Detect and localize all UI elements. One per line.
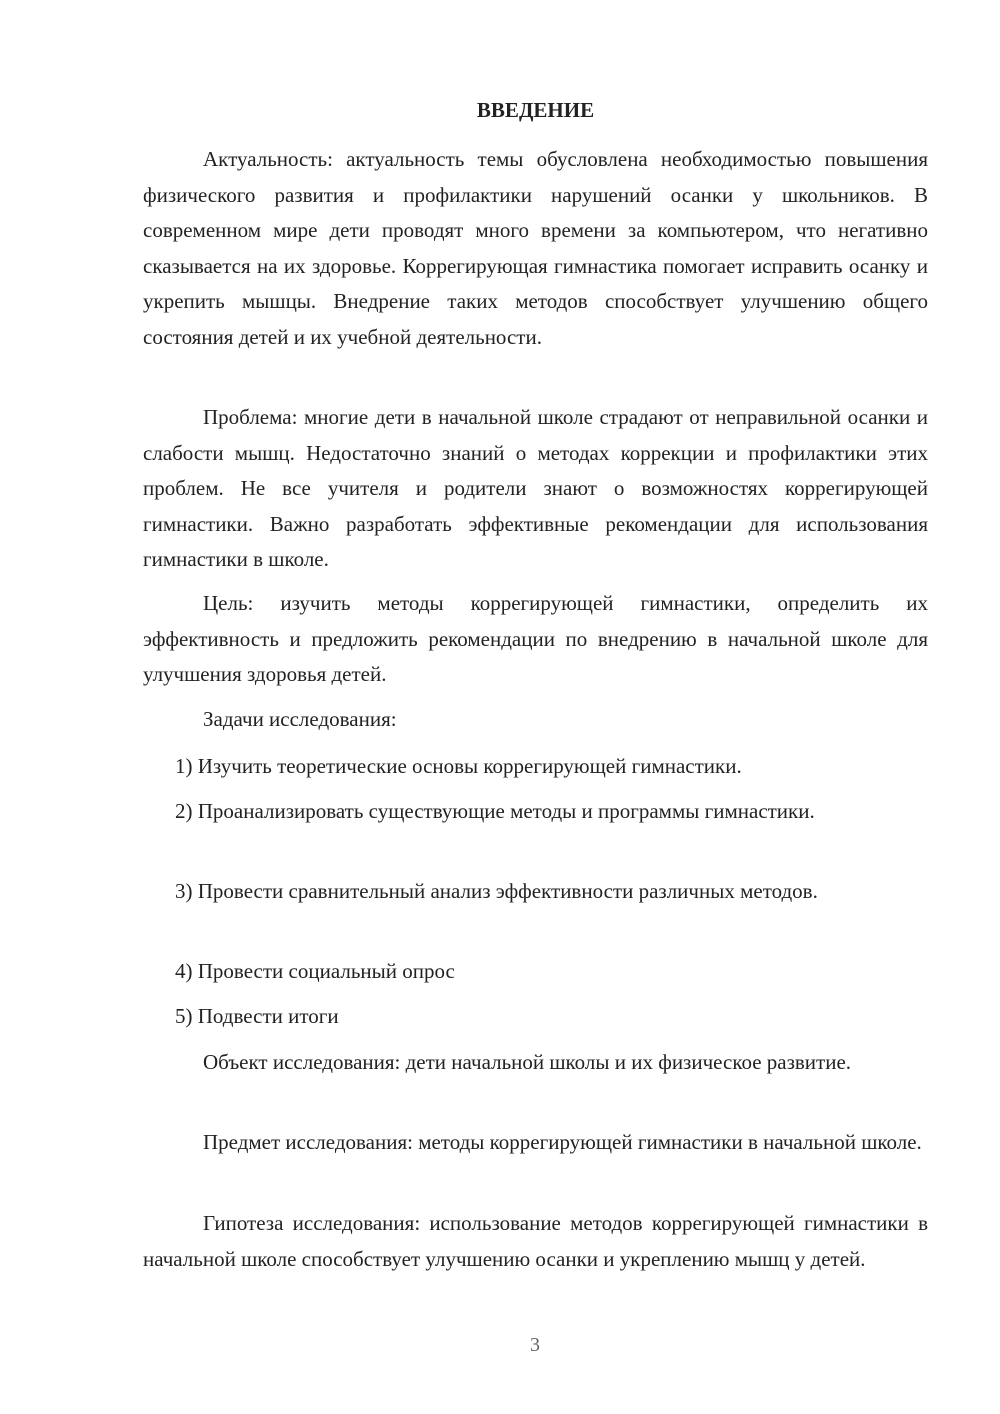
task-item-4: 4) Провести социальный опрос: [175, 959, 455, 983]
page-number: 3: [530, 1334, 540, 1356]
problem-paragraph: Проблема: многие дети в начальной школе страдают от неправильной осанки и слабости мышц. Недостаточно знаний о методах коррекции и профилактики этих проблем. Не все учителя и родители знают о возможностях коррегирующей гимнастики. Важно разработать эффективные рекомендации для использования гимнастики в школе.: [143, 405, 928, 571]
page-title: ВВЕДЕНИЕ: [476, 98, 595, 122]
subject-paragraph: Предмет исследования: методы коррегирующей гимнастики в начальной школе.: [203, 1130, 922, 1154]
task-item-3: 3) Провести сравнительный анализ эффективности различных методов.: [175, 879, 818, 903]
goal-paragraph: Цель: изучить методы коррегирующей гимнастики, определить их эффективность и предложить рекомендации по внедрению в начальной школе для улучшения здоровья детей.: [143, 591, 928, 686]
task-item-1: 1) Изучить теоретические основы коррегирующей гимнастики.: [175, 754, 742, 778]
task-item-5: 5) Подвести итоги: [175, 1004, 339, 1028]
object-paragraph: Объект исследования: дети начальной школы и их физическое развитие.: [203, 1050, 852, 1074]
tasks-heading: Задачи исследования:: [203, 707, 397, 731]
hypothesis-paragraph: Гипотеза исследования: использование методов коррегирующей гимнастики в начальной школе способствует улучшению осанки и укреплению мышц у детей.: [143, 1211, 928, 1271]
relevance-paragraph: Актуальность: актуальность темы обусловлена необходимостью повышения физического развития и профилактики нарушений осанки у школьников. В современном мире дети проводят много времени за компьютером, что негативно сказывается на их здоровье. Коррегирующая гимнастика помогает исправить осанку и укрепить мышцы. Внедрение таких методов способствует улучшению общего состояния детей и их учебной деятельности.: [143, 147, 928, 349]
task-item-2: 2) Проанализировать существующие методы и программы гимнастики.: [175, 799, 815, 823]
